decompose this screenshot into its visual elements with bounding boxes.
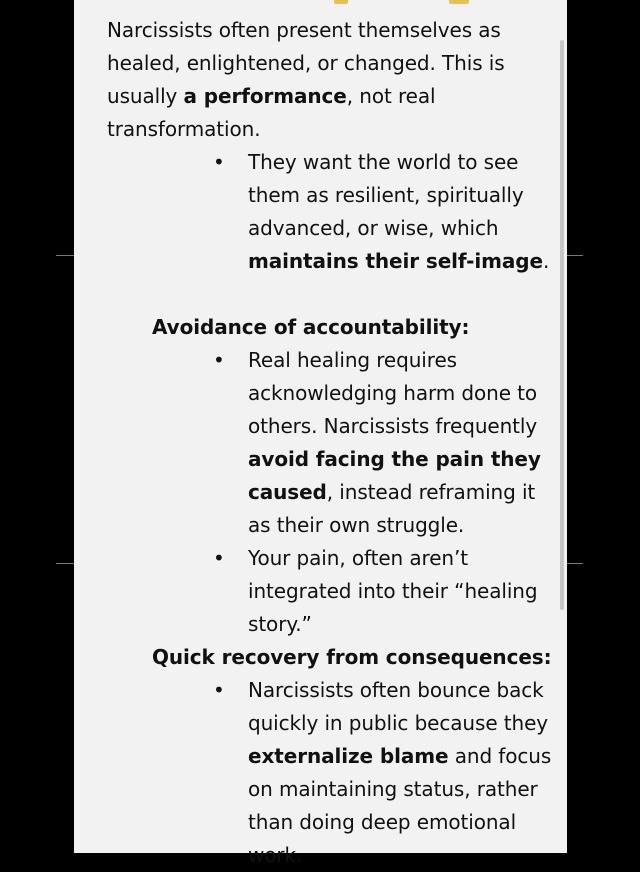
crop-mark (56, 255, 74, 256)
top-decoration (449, 0, 469, 4)
document-body (107, 14, 557, 872)
list-item: • Narcissists often bounce back quickly in public because they externalize blame and focus on maintaining status, rather than doing deep emotional work. (197, 674, 557, 872)
list-item: • They want the world to see them as resilient, spiritually advanced, or wise, which maintains their self-image. (197, 146, 557, 278)
top-decoration (334, 0, 348, 4)
bullet-icon: • (213, 150, 225, 174)
crop-mark (567, 255, 583, 256)
bullet-icon: • (213, 546, 225, 570)
list-item: • Real healing requires acknowledging harm done to others. Narcissists frequently avoid facing the pain they caused, instead reframing it as their own struggle. (197, 344, 557, 542)
intro-emphasis: a performance (183, 84, 347, 108)
list-item: • Your pain, often aren’t integrated into their “healing story.” (197, 542, 557, 641)
section-heading: Avoidance of accountability: (152, 315, 470, 339)
bullet-icon: • (213, 678, 225, 702)
scrollbar[interactable] (560, 40, 564, 610)
section-heading: Quick recovery from consequences: (152, 645, 552, 669)
crop-mark (567, 563, 583, 564)
bullet-icon: • (213, 348, 225, 372)
intro-paragraph: Narcissists often present themselves as healed, enlightened, or changed. This is usually a performance, not real transformation. (107, 18, 505, 141)
crop-mark (56, 563, 74, 564)
document-page (74, 0, 567, 867)
